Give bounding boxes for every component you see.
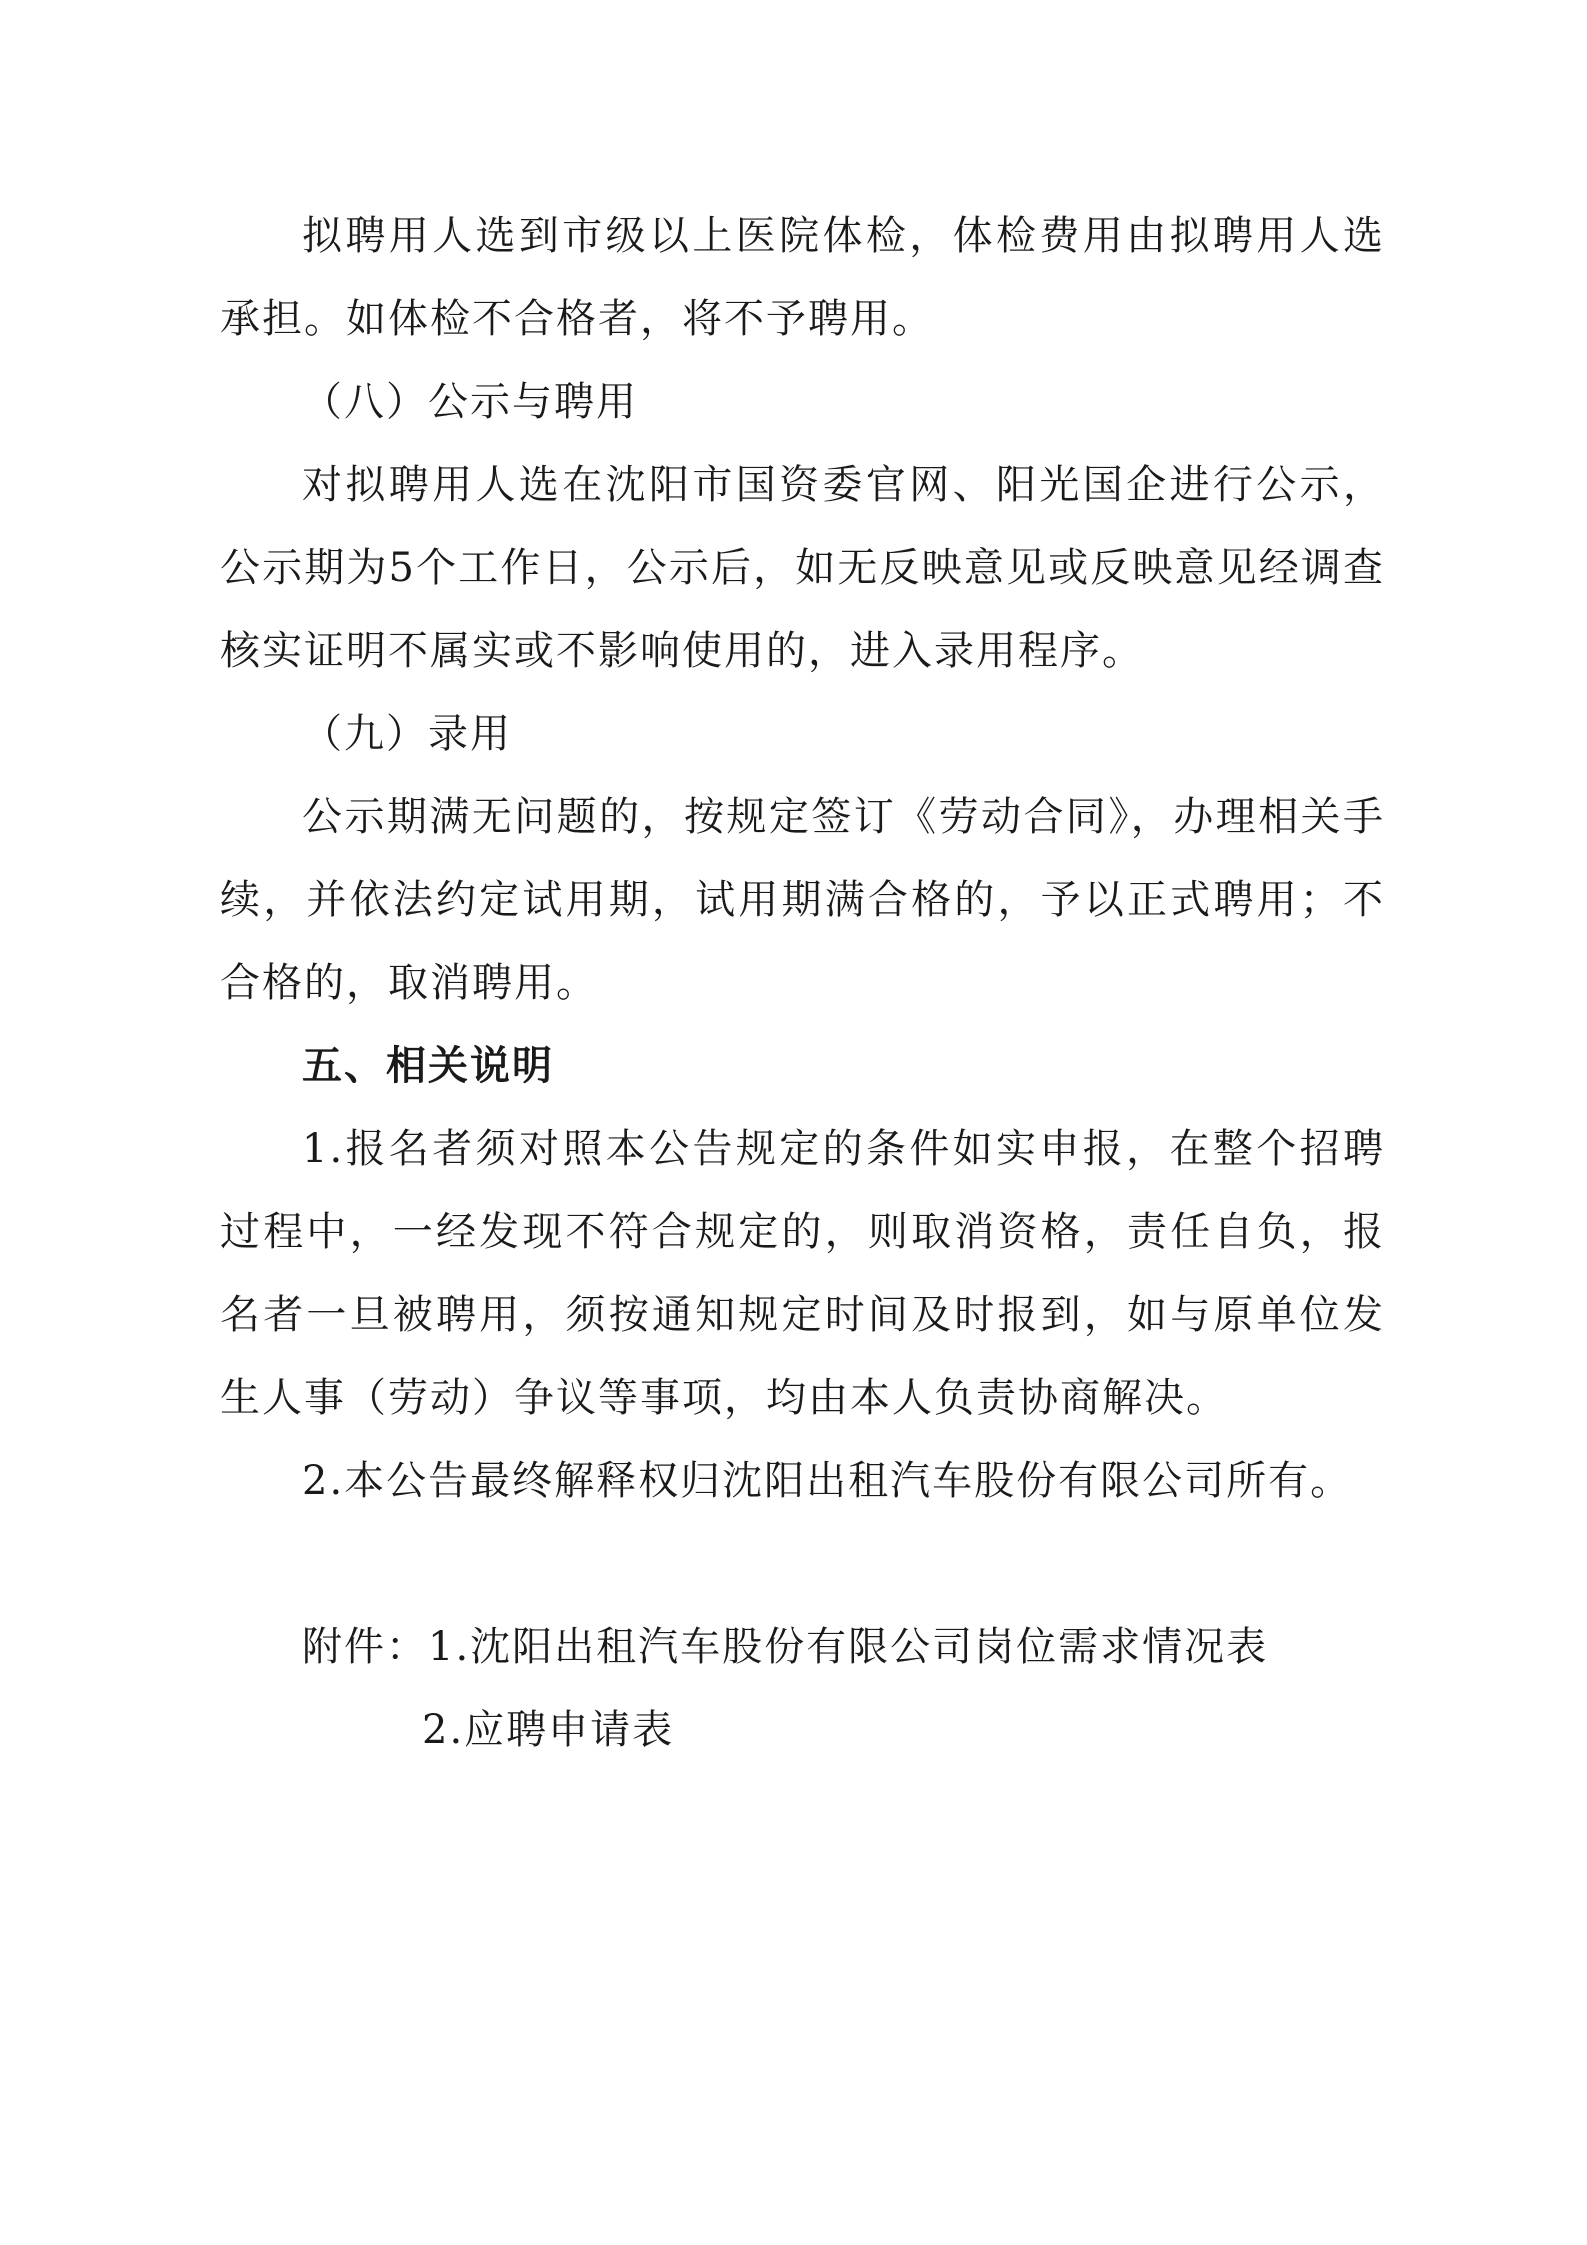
section-8-title: （八）公示与聘用 (302, 379, 638, 425)
section-9-title: （九）录用 (302, 711, 512, 757)
publicity-paragraph: 对拟聘用人选在沈阳市国资委官网、阳光国企进行公示，公示期为5个工作日，公示后，如无反映意见或反映意见经调查核实证明不属实或不影响使用的，进入录用程序。 (220, 462, 1385, 674)
note-1-paragraph: 1.报名者须对照本公告规定的条件如实申报，在整个招聘过程中，一经发现不符合规定的，则取消资格，责任自负，报名者一旦被聘用，须按通知规定时间及时报到，如与原单位发生人事（劳动）争议等事项，均由本人负责协商解决。 (220, 1126, 1385, 1421)
medical-exam-paragraph: 拟聘用人选到市级以上医院体检，体检费用由拟聘用人选承担。如体检不合格者，将不予聘用。 (220, 213, 1385, 342)
document-body (220, 195, 1385, 1772)
attachments-block (220, 1606, 1385, 1772)
attachment-line-1 (220, 1606, 1385, 1689)
attachment-item-2: 2.应聘申请表 (422, 1707, 675, 1753)
note-2-paragraph: 2.本公告最终解释权归沈阳出租汽车股份有限公司所有。 (302, 1458, 1353, 1504)
employment-paragraph: 公示期满无问题的，按规定签订《劳动合同》，办理相关手续，并依法约定试用期，试用期满合格的，予以正式聘用；不合格的，取消聘用。 (220, 794, 1385, 1006)
attachments-label: 附件： (302, 1624, 428, 1670)
section-5-heading: 五、相关说明 (302, 1043, 554, 1089)
attachment-line-2 (220, 1689, 1385, 1772)
attachment-item-1: 1.沈阳出租汽车股份有限公司岗位需求情况表 (428, 1624, 1269, 1670)
